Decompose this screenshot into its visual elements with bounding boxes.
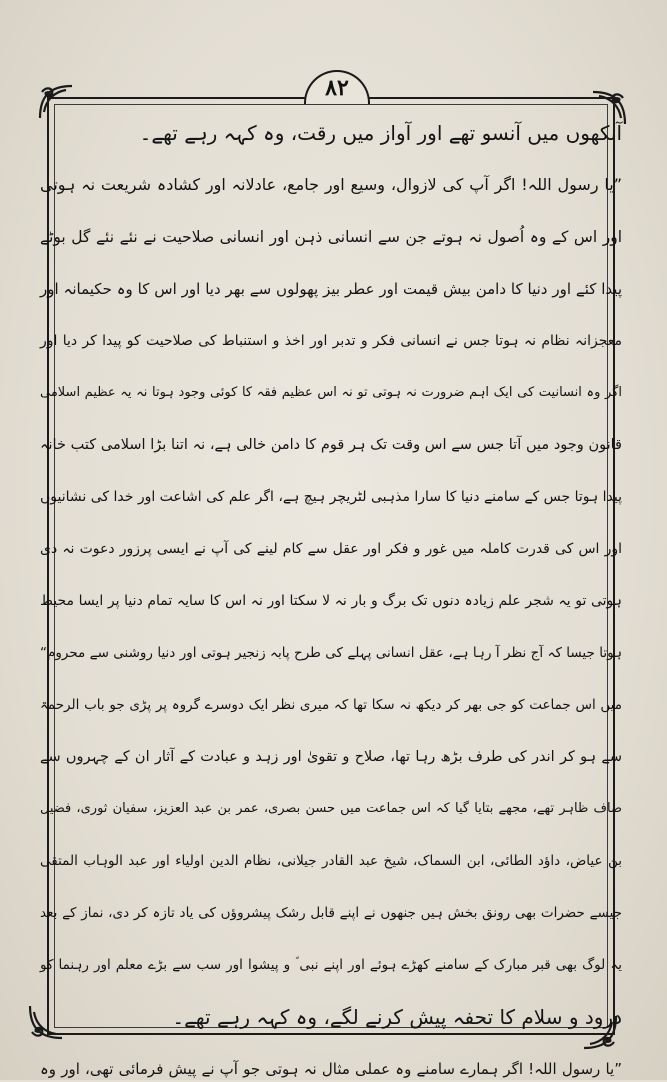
text-line: اور اس کے وہ اُصول نہ ہوتے جن سے انسانی ذہن اور انسانی صلاحیت نے نئے نئے گل بوٹے — [40, 228, 622, 246]
text-line: آنکھوں میں آنسو تھے اور آواز میں رقت، وہ کہہ رہے تھے۔ — [139, 121, 622, 145]
text-line: پیدا ہوتا جس کے سامنے دنیا کا سارا مذہبی لٹریچر ہیچ ہے، اگر علم کی اشاعت اور خدا کی نشانیوں — [39, 489, 622, 505]
text-line: معجزانہ نظام نہ ہوتا جس نے انسانی فکر و تدبر اور اخذ و استنباط کی صلاحیت کو پیدا کر دیا اور — [40, 333, 622, 349]
text-line: ہوتا جیسا کہ آج نظر آ رہا ہے، عقل انسانی پہلے کی طرح پابہ زنجیر ہوتی اور دنیا روشنی سے محروم“ — [40, 645, 622, 661]
corner-ornament-icon — [36, 82, 76, 122]
text-line: درود و سلام کا تحفہ پیش کرنے لگے، وہ کہہ رہے تھے۔ — [172, 1005, 622, 1029]
text-line: سے ہو کر اندر کی طرف بڑھ رہا تھا، صلاح و تقویٰ اور زہد و عبادت کے آثار ان کے چہروں سے — [40, 749, 622, 765]
text-line: قانون وجود میں آتا جس سے اس وقت تک ہر قوم کا دامن خالی ہے، نہ اتنا بڑا اسلامی کتب خانہ — [40, 437, 622, 453]
text-line: صاف ظاہر تھے، مجھے بتایا گیا کہ اس جماعت میں حسن بصری، عمر بن عبد العزیز، سفیان ثوری، فضیل — [40, 801, 622, 816]
text-line: پیدا کئے اور دنیا کا دامن بیش قیمت اور عطر بیز پھولوں سے بھر دیا اور اس کا وہ حکیمانہ اور — [40, 280, 622, 298]
text-line: اور اس کی قدرت کاملہ میں غور و فکر اور عقل سے کام لینے کی آپ نے ایسی پرزور دعوت نہ دی — [40, 541, 622, 557]
text-line: ہوتی تو یہ شجر علم زیادہ دنوں تک برگ و بار نہ لا سکتا اور نہ اس کا سایہ تمام دنیا پر ایسا محیط — [40, 593, 622, 609]
text-line: ”یا رسول اللہ! اگر آپ کی لازوال، وسیع اور جامع، عادلانہ اور کشادہ شریعت نہ ہوتی — [40, 175, 622, 194]
text-line: اگر وہ انسانیت کی ایک اہم ضرورت نہ ہوتی تو نہ اس عظیم فقہ کا کوئی وجود ہوتا نہ یہ عظیم اسلامی — [40, 385, 622, 400]
text-line: ”یا رسول اللہ! اگر ہمارے سامنے وہ عملی مثال نہ ہوتی جو آپ نے پیش فرمائی تھی، اور وہ — [40, 1060, 622, 1078]
text-line: یہ لوگ بھی قبر مبارک کے سامنے کھڑے ہوئے اور اپنے نبی ؐ و پیشوا اور سب سے بڑے معلم اور رہنما کو — [40, 957, 622, 973]
page-number: ۸۲ — [304, 70, 370, 104]
text-line: بن عیاض، داؤد الطائی، ابن السماک، شیخ عبد القادر جیلانی، نظام الدین اولیاء اور عبد الوہاب المتقی — [40, 853, 622, 869]
text-line: جیسے حضرات بھی رونق بخش ہیں جنھوں نے اپنے قابل رشک پیشروؤں کی یاد تازہ کر دی، نماز کے بعد — [40, 905, 622, 921]
text-line: میں اس جماعت کو جی بھر کر دیکھ نہ سکا تھا کہ میری نظر ایک دوسرے گروہ پر پڑی جو باب الرحمۃ — [40, 697, 622, 713]
